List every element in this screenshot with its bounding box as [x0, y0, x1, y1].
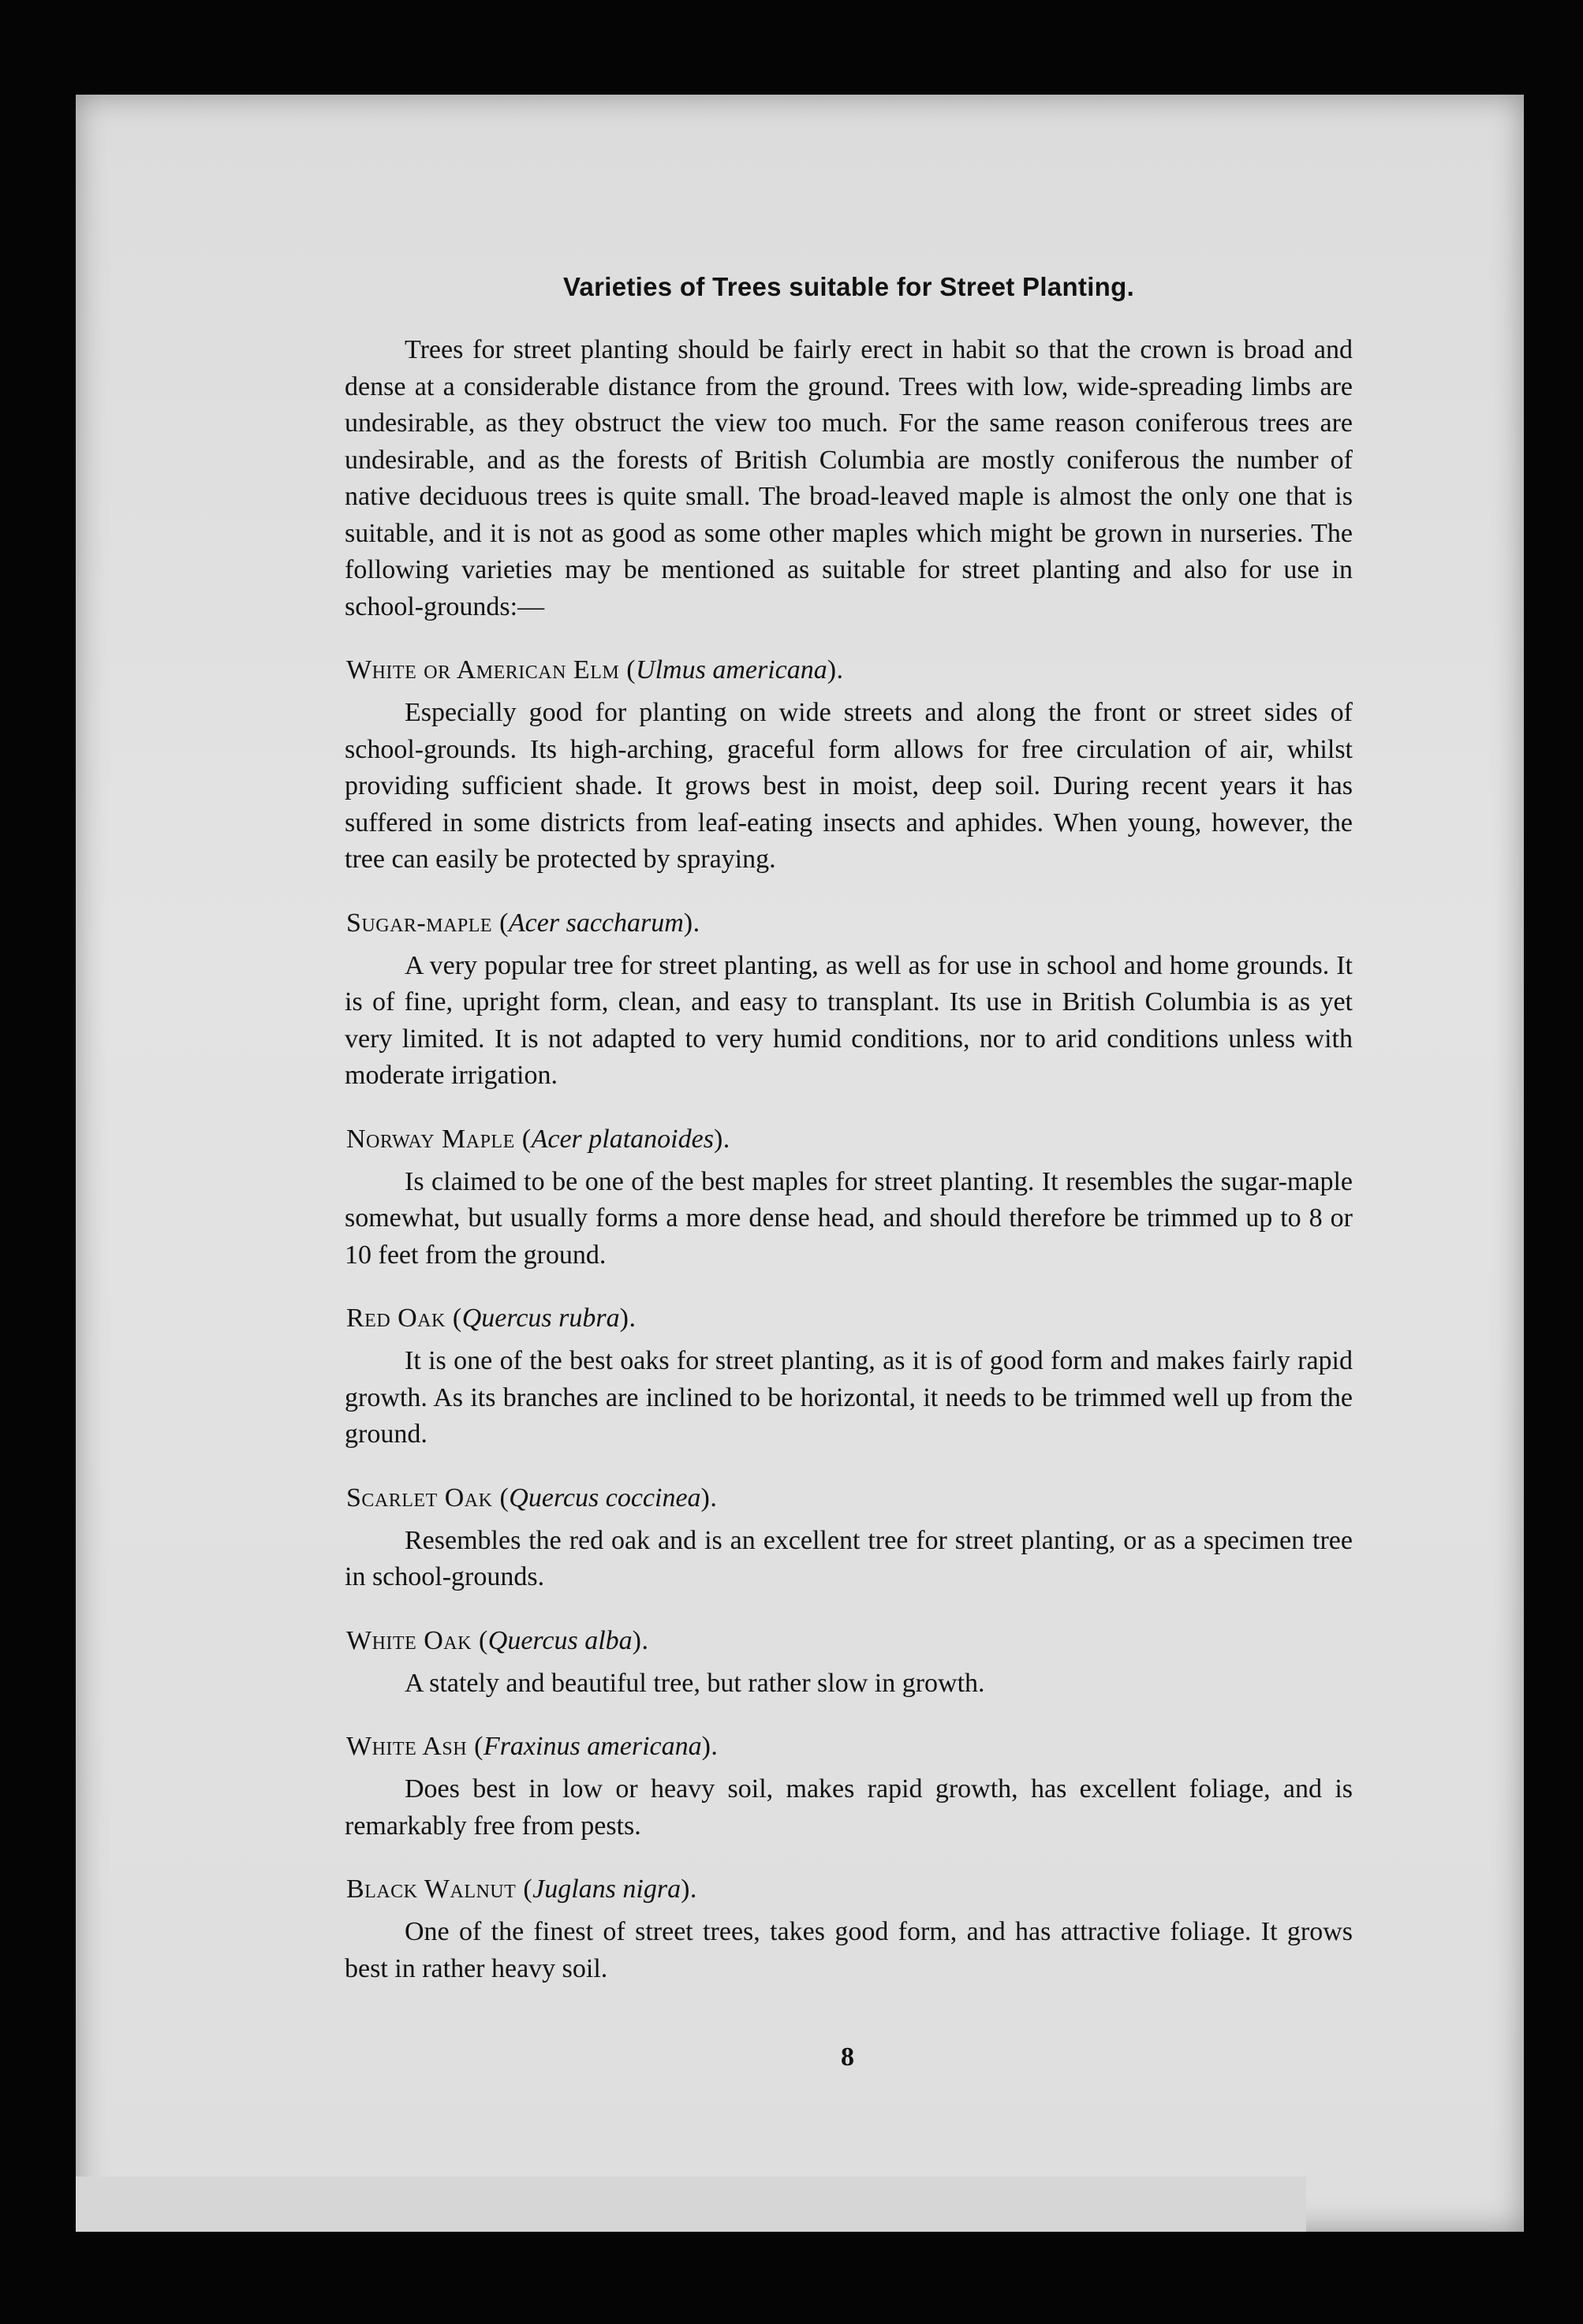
tree-name: White Ash (Fraxinus americana).: [346, 1732, 719, 1761]
tree-entry-black-walnut: [345, 1871, 1353, 1987]
tree-name: White or American Elm (Ulmus americana).: [346, 655, 844, 685]
tree-latin-name: Quercus rubra: [461, 1304, 620, 1333]
tree-description: It is one of the best oaks for street planting, as it is of good form and makes fairly rapid growth. As its branches are inclined to be horizontal, it needs to be trimmed well up from the ground.: [345, 1346, 1353, 1449]
tree-description: Does best in low or heavy soil, makes rapid growth, has excellent foliage, and is remarkably free from pests.: [345, 1774, 1353, 1841]
tree-name: White Oak (Quercus alba).: [346, 1625, 649, 1655]
tree-entry-sugar-maple: [345, 905, 1353, 1095]
page-heading: Varieties of Trees suitable for Street Planting.: [562, 272, 1135, 301]
tree-entry-white-ash: [345, 1729, 1353, 1845]
tree-common-name: White Ash: [346, 1732, 468, 1761]
tree-entry-scarlet-oak: [345, 1480, 1353, 1596]
tree-description: Resembles the red oak and is an excellent tree for street planting, or as a specimen tree in school-grounds.: [345, 1525, 1353, 1591]
page-number: 8: [841, 2042, 854, 2072]
tree-latin-name: Fraxinus americana: [483, 1732, 702, 1761]
tree-latin-name: Acer platanoides: [531, 1124, 714, 1154]
tree-description: A very popular tree for street planting, as well as for use in school and home grounds. It is of fine, upright form, clean, and easy to transplant. Its use in British Columbia is as yet very limited. It is not adapted to very humid conditions, nor to arid conditions unless with moderate irrigation.: [345, 950, 1353, 1090]
tree-list: [345, 652, 1353, 1987]
tree-common-name: Black Walnut: [346, 1874, 517, 1904]
tree-common-name: Red Oak: [346, 1304, 446, 1333]
tree-entry-elm: [345, 652, 1353, 878]
tree-common-name: Sugar-maple: [346, 908, 493, 938]
page-content: [345, 272, 1353, 1987]
tree-entry-red-oak: [345, 1300, 1353, 1453]
tree-name: Black Walnut (Juglans nigra).: [346, 1874, 697, 1904]
tree-common-name: White or American Elm: [346, 655, 620, 685]
tree-latin-name: Quercus coccinea: [509, 1483, 701, 1513]
tree-latin-name: Juglans nigra: [532, 1874, 681, 1904]
tree-description: A stately and beautiful tree, but rather slow in growth.: [405, 1668, 985, 1698]
tree-latin-name: Acer saccharum: [508, 908, 684, 938]
tree-common-name: Scarlet Oak: [346, 1483, 493, 1513]
tree-latin-name: Quercus alba: [487, 1625, 633, 1655]
tree-latin-name: Ulmus americana: [636, 655, 827, 685]
tree-name: Red Oak (Quercus rubra).: [346, 1304, 637, 1333]
tree-name: Scarlet Oak (Quercus coccinea).: [346, 1483, 718, 1513]
intro-paragraph: Trees for street planting should be fairly erect in habit so that the crown is broad and dense at a considerable distance from the ground. Trees with low, wide-spreading limbs are undesirable, as they obstruct the view too much. For the same reason coniferous trees are undesirable, and as the forests of British Columbia are mostly coniferous the number of native deciduous trees is quite small. The broad-leaved maple is almost the only one that is suitable, and it is not as good as some other maples which might be grown in nurseries. The following varieties may be mentioned as suitable for street planting and also for use in school-grounds:—: [345, 335, 1353, 621]
tree-entry-white-oak: [345, 1623, 1353, 1703]
tree-description: Especially good for planting on wide streets and along the front or street sides of school-grounds. Its high-arching, graceful form allows for free circulation of air, whilst providing sufficient shade. It grows best in moist, deep soil. During recent years it has suffered in some districts from leaf-eating insects and aphides. When young, however, the tree can easily be protected by spraying.: [345, 698, 1353, 874]
page-torn-edge: [76, 2177, 1306, 2232]
tree-entry-norway-maple: [345, 1121, 1353, 1274]
tree-name: Sugar-maple (Acer saccharum).: [346, 908, 700, 938]
tree-name: Norway Maple (Acer platanoides).: [346, 1124, 730, 1154]
tree-common-name: Norway Maple: [346, 1124, 515, 1154]
tree-description: Is claimed to be one of the best maples for street planting. It resembles the sugar-maple somewhat, but usually forms a more dense head, and should therefore be trimmed up to 8 or 10 feet from the ground.: [345, 1166, 1353, 1270]
tree-common-name: White Oak: [346, 1625, 472, 1655]
tree-description: One of the finest of street trees, takes good form, and has attractive foliage. It grows best in rather heavy soil.: [345, 1917, 1353, 1983]
